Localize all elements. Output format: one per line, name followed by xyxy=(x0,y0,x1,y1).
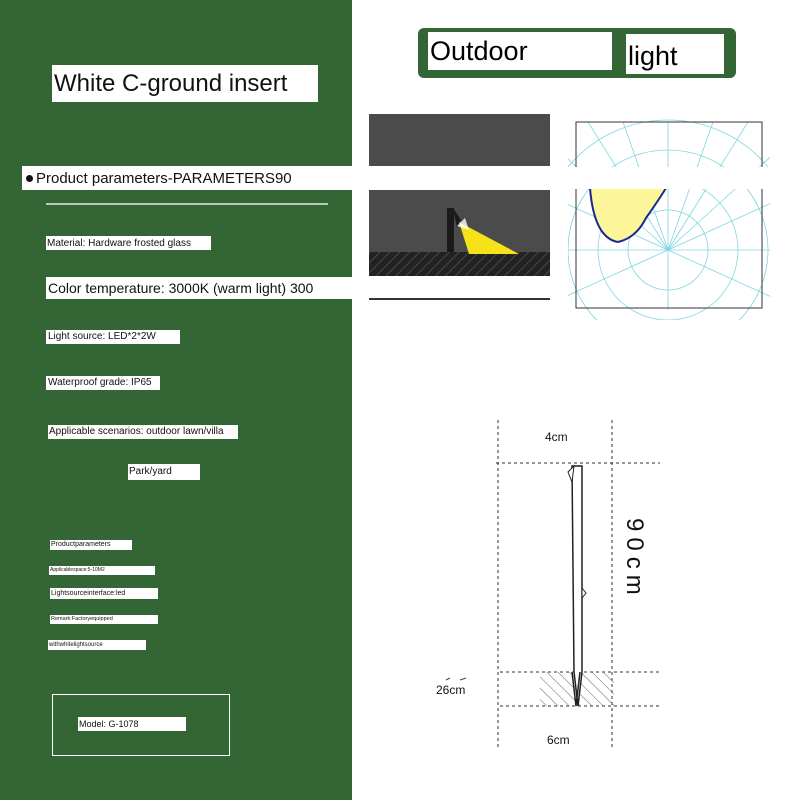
spec-material: Material: Hardware frosted glass xyxy=(46,236,211,250)
spec-waterproof: Waterproof grade: IP65 xyxy=(46,376,160,390)
small-params-heading: Productparameters xyxy=(50,540,132,550)
bullet-icon xyxy=(26,175,33,182)
lamp-illustration xyxy=(369,114,551,302)
spec-color-temperature: Color temperature: 3000K (warm light) 300 xyxy=(46,277,352,299)
model-label: Model: G-1078 xyxy=(78,717,186,731)
spec-scenarios-cont: Park/yard xyxy=(128,464,200,480)
parameters-heading: Product parameters-PARAMETERS90 xyxy=(22,166,352,190)
dimension-height: 90cm xyxy=(621,518,648,601)
small-params-space: Applicablespace:5-10M2 xyxy=(49,566,155,575)
left-panel xyxy=(0,0,352,800)
stake-body xyxy=(572,466,582,706)
small-params-interface: Lightsourceinterface:led xyxy=(50,588,158,599)
spec-light-source: Light source: LED*2*2W xyxy=(46,330,180,344)
spec-scenarios: Applicable scenarios: outdoor lawn/villa xyxy=(48,425,238,439)
small-params-remark: Remark:Factoryequipped xyxy=(50,615,158,624)
small-params-source: withwhitelightsource xyxy=(48,640,146,650)
parameters-strip xyxy=(352,167,800,189)
header-word-outdoor: Outdoor xyxy=(428,32,612,70)
dimension-width-top: 4cm xyxy=(545,430,568,444)
lamp-post xyxy=(447,208,454,252)
dimension-ground-depth: 26cm xyxy=(436,683,466,697)
polar-light-distribution xyxy=(568,110,770,320)
divider-line xyxy=(46,203,328,205)
header-word-light: light xyxy=(626,34,724,74)
product-title: White C-ground insert xyxy=(52,65,318,102)
header-box xyxy=(418,28,736,78)
dimension-width-bottom: 6cm xyxy=(547,733,570,747)
